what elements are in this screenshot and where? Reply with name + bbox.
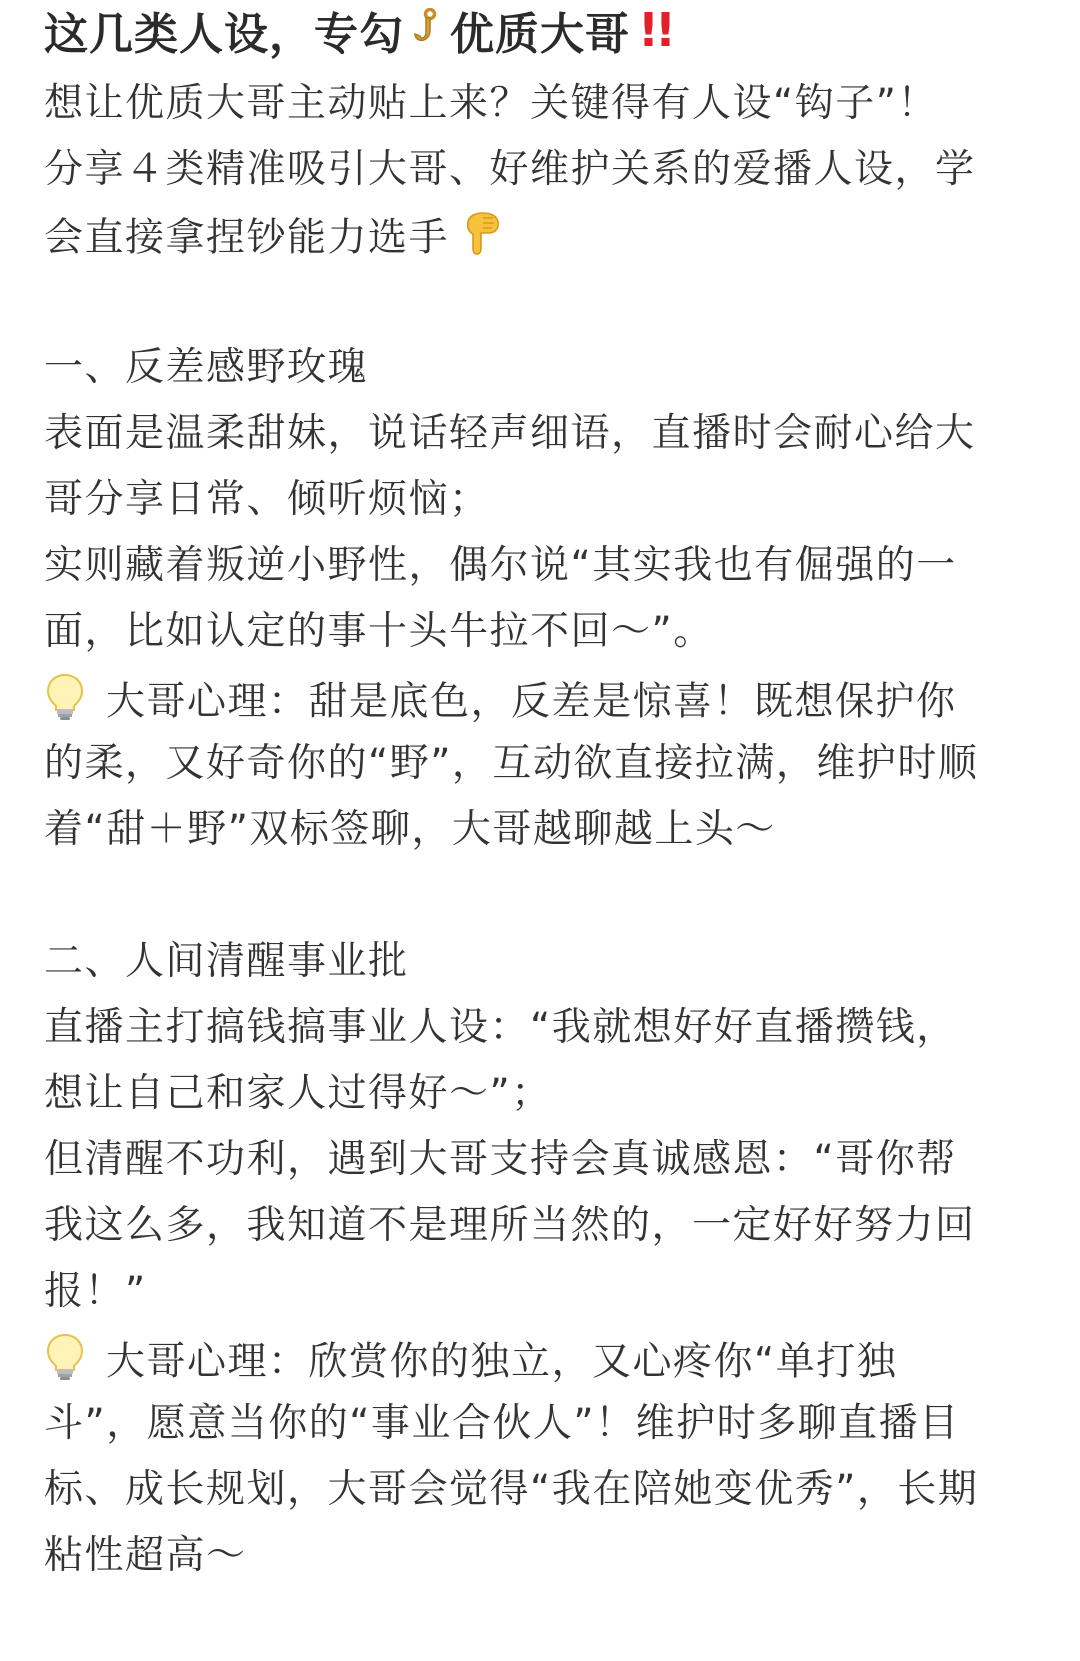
section-2-tip-line-2: 斗”，愿意当你的“事业合伙人”！维护时多聊直播目 <box>44 1401 960 1446</box>
section-1-heading: 一、反差感野玫瑰 <box>44 345 369 390</box>
section-2-paragraph-1-line-1: 直播主打搞钱搞事业人设：“我就想好好直播攒钱， <box>44 1005 957 1050</box>
section-2-heading: 二、人间清醒事业批 <box>44 939 409 984</box>
section-2-tip-text: 大哥心理：欣赏你的独立，又心疼你“单打独 <box>106 1339 898 1385</box>
section-2-paragraph-2-line-2: 我这么多，我知道不是理所当然的，一定好好努力回 <box>44 1203 976 1248</box>
section-2-paragraph-1-line-2: 想让自己和家人过得好～”； <box>44 1071 552 1116</box>
section-1-tip-line-3: 着“甜＋野”双标签聊，大哥越聊越上头～ <box>44 807 776 852</box>
title-text-part1: 这几类人设，专勾 <box>44 9 404 60</box>
section-2-tip-line-3: 标、成长规划，大哥会觉得“我在陪她变优秀”，长期 <box>44 1467 979 1512</box>
double-exclamation-icon: !! <box>638 3 672 57</box>
section-1-paragraph-2-line-1: 实则藏着叛逆小野性，偶尔说“其实我也有倔强的一 <box>44 543 957 588</box>
lightbulb-icon <box>44 1332 86 1396</box>
post-title <box>44 2 678 58</box>
title-text-part2: 优质大哥 <box>450 9 630 60</box>
hook-icon <box>410 8 444 52</box>
section-1-tip-line-1 <box>44 672 957 724</box>
section-1-tip-text: 大哥心理：甜是底色，反差是惊喜！既想保护你 <box>106 679 957 725</box>
lightbulb-icon <box>44 672 86 736</box>
section-1-paragraph-1-line-2: 哥分享日常、倾听烦恼； <box>44 477 490 522</box>
pointing-down-hand-icon <box>463 210 503 270</box>
section-1-paragraph-1-line-1: 表面是温柔甜妹，说话轻声细语，直播时会耐心给大 <box>44 411 976 456</box>
section-1-tip-line-2: 的柔，又好奇你的“野”，互动欲直接拉满，维护时顺 <box>44 741 979 786</box>
intro-line-3 <box>44 210 503 262</box>
section-2-paragraph-2-line-3: 报！” <box>44 1269 147 1314</box>
section-2-paragraph-2-line-1: 但清醒不功利，遇到大哥支持会真诚感恩：“哥你帮 <box>44 1137 957 1182</box>
intro-line-1: 想让优质大哥主动贴上来？关键得有人设“钩子”！ <box>44 81 938 126</box>
intro-line-2: 分享４类精准吸引大哥、好维护关系的爱播人设，学 <box>44 147 976 192</box>
section-2-tip-line-1 <box>44 1332 897 1384</box>
section-1-paragraph-2-line-2: 面，比如认定的事十头牛拉不回～”。 <box>44 609 714 654</box>
intro-line-3-text: 会直接拿捏钞能力选手 <box>44 215 450 261</box>
section-2-tip-line-4: 粘性超高～ <box>44 1533 247 1578</box>
